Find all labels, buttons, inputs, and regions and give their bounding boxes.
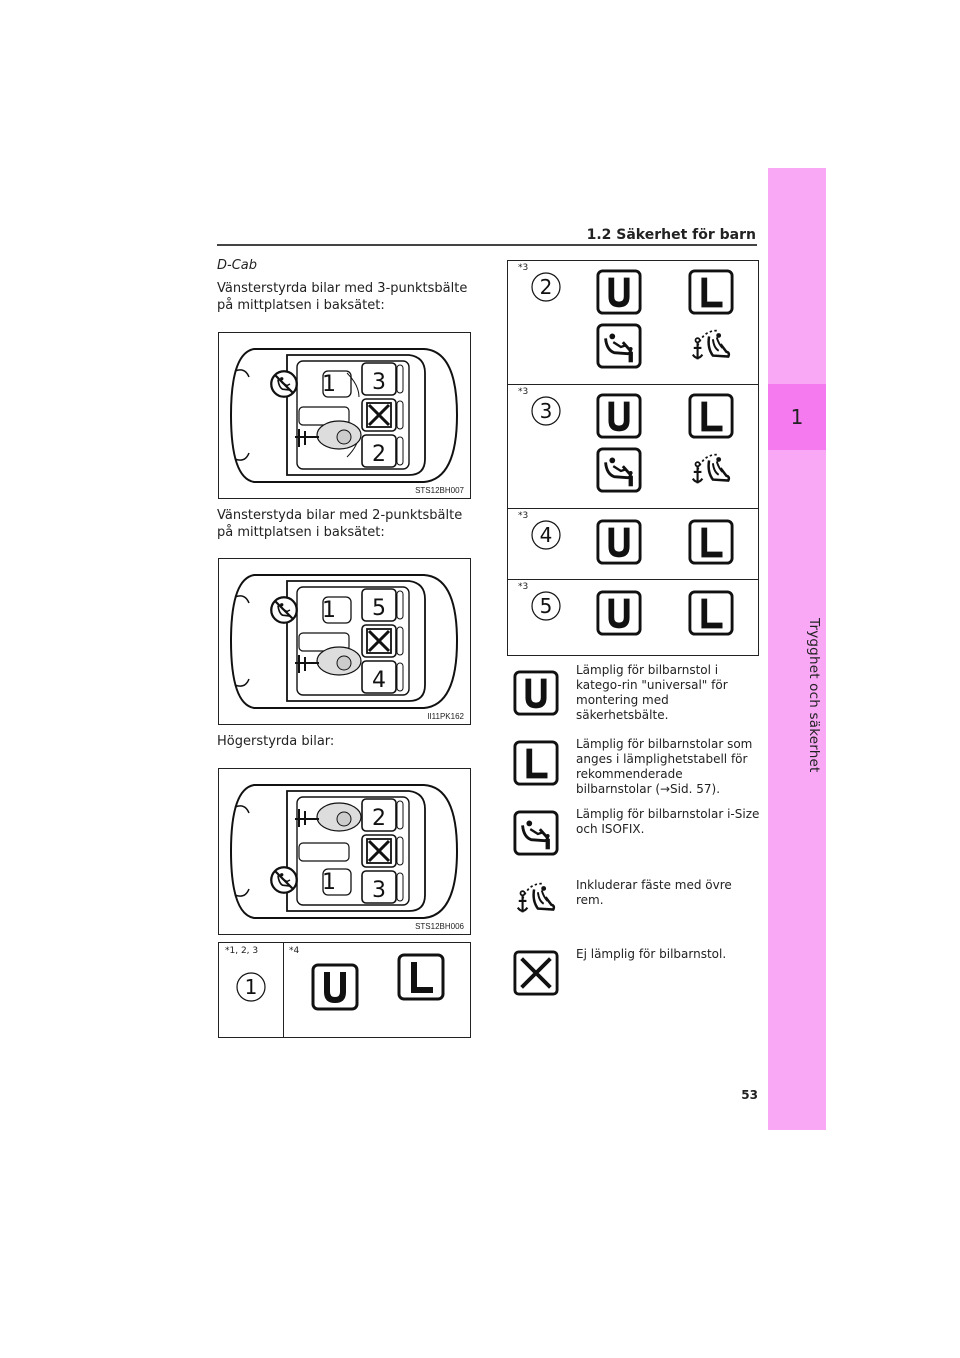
seat-number-circle [530, 519, 562, 551]
footnote-ref: *3 [518, 582, 529, 592]
top-tether-icon [688, 447, 734, 493]
caption-figure3: Högerstyrda bilar: [217, 734, 335, 749]
seat-label: 4 [539, 523, 553, 547]
l-icon [688, 393, 734, 439]
i-size-icon [513, 810, 559, 856]
seat-diagram-1 [218, 332, 471, 499]
seat-number-circle [530, 590, 562, 622]
top-tether-icon [688, 323, 734, 369]
universal-u-icon [311, 963, 359, 1011]
seat-label-1: 1 [322, 372, 336, 397]
figure-code: STS12BH006 [415, 922, 464, 931]
seat-number-circle [530, 271, 562, 303]
universal-u-icon [596, 393, 642, 439]
table-row [508, 579, 758, 656]
footnote-ref: *3 [518, 511, 529, 521]
x-box-icon [513, 950, 559, 996]
table-column-divider [283, 943, 284, 1037]
seat-suitability-table-right [507, 260, 759, 656]
top-tether-icon [513, 876, 559, 922]
table-row [508, 261, 758, 384]
table-row [508, 384, 758, 509]
seat-label-3: 3 [372, 370, 386, 395]
page-number: 53 [741, 1088, 758, 1102]
seat-number-circle [235, 971, 267, 1003]
seat-suitability-table-left [218, 942, 471, 1038]
figure-code: II11PK162 [427, 712, 464, 721]
universal-u-icon [513, 670, 559, 716]
section-title: 1.2 Säkerhet för barn [586, 227, 756, 243]
legend-tether-text: Inkluderar fäste med övre rem. [576, 878, 732, 907]
seat-label: 2 [539, 275, 553, 299]
chapter-title: Trygghet och säkerhet [806, 618, 822, 773]
subheading-dcab: D-Cab [217, 258, 257, 273]
seat-label-2: 2 [372, 442, 386, 467]
seat-label: 3 [539, 399, 553, 423]
legend-isize-text: Lämplig för bilbarnstolar i-Size och ISOFIX. [576, 807, 760, 836]
caption-figure1: Vänsterstyrda bilar med 3-punktsbälte på mittplatsen i baksätet: [217, 281, 468, 313]
seat-label-3: 3 [372, 878, 386, 903]
caption-figure2: Vänsterstyda bilar med 2-punktsbälte på mittplatsen i baksätet: [217, 508, 463, 540]
universal-u-icon [596, 519, 642, 565]
seat-label-2: 2 [372, 806, 386, 831]
header-divider [217, 244, 757, 246]
table-row [508, 508, 758, 580]
l-icon [513, 740, 559, 786]
legend-x-text: Ej lämplig för bilbarnstol. [576, 947, 727, 961]
figure-code: STS12BH007 [415, 486, 464, 495]
chapter-sidebar [768, 168, 826, 1130]
universal-u-icon [596, 269, 642, 315]
footnote-ref: *1, 2, 3 [225, 946, 259, 956]
seat-label: 5 [539, 594, 553, 618]
seat-diagram-3 [218, 768, 471, 935]
i-size-icon [596, 447, 642, 493]
seat-label-5: 5 [372, 596, 386, 621]
seat-label-1: 1 [322, 870, 336, 895]
universal-u-icon [596, 590, 642, 636]
seat-label-4: 4 [372, 668, 386, 693]
footnote-ref: *4 [289, 946, 300, 956]
l-icon [397, 953, 445, 1001]
legend-universal-text: Lämplig för bilbarnstol i katego-rin "universal" för montering med säkerhetsbälte. [576, 663, 728, 722]
seat-diagram-2 [218, 558, 471, 725]
seat-number-circle [530, 395, 562, 427]
legend-l-text: Lämplig för bilbarnstolar som anges i lämplighetstabell för rekommenderade bilbarnstolar (→Sid. 57). [576, 737, 753, 796]
footnote-ref: *3 [518, 263, 529, 273]
seat-label-1: 1 [322, 598, 336, 623]
footnote-ref: *3 [518, 387, 529, 397]
chapter-number-tab[interactable]: 1 [768, 384, 826, 450]
l-icon [688, 269, 734, 315]
i-size-icon [596, 323, 642, 369]
l-icon [688, 519, 734, 565]
l-icon [688, 590, 734, 636]
seat-label: 1 [244, 975, 258, 999]
